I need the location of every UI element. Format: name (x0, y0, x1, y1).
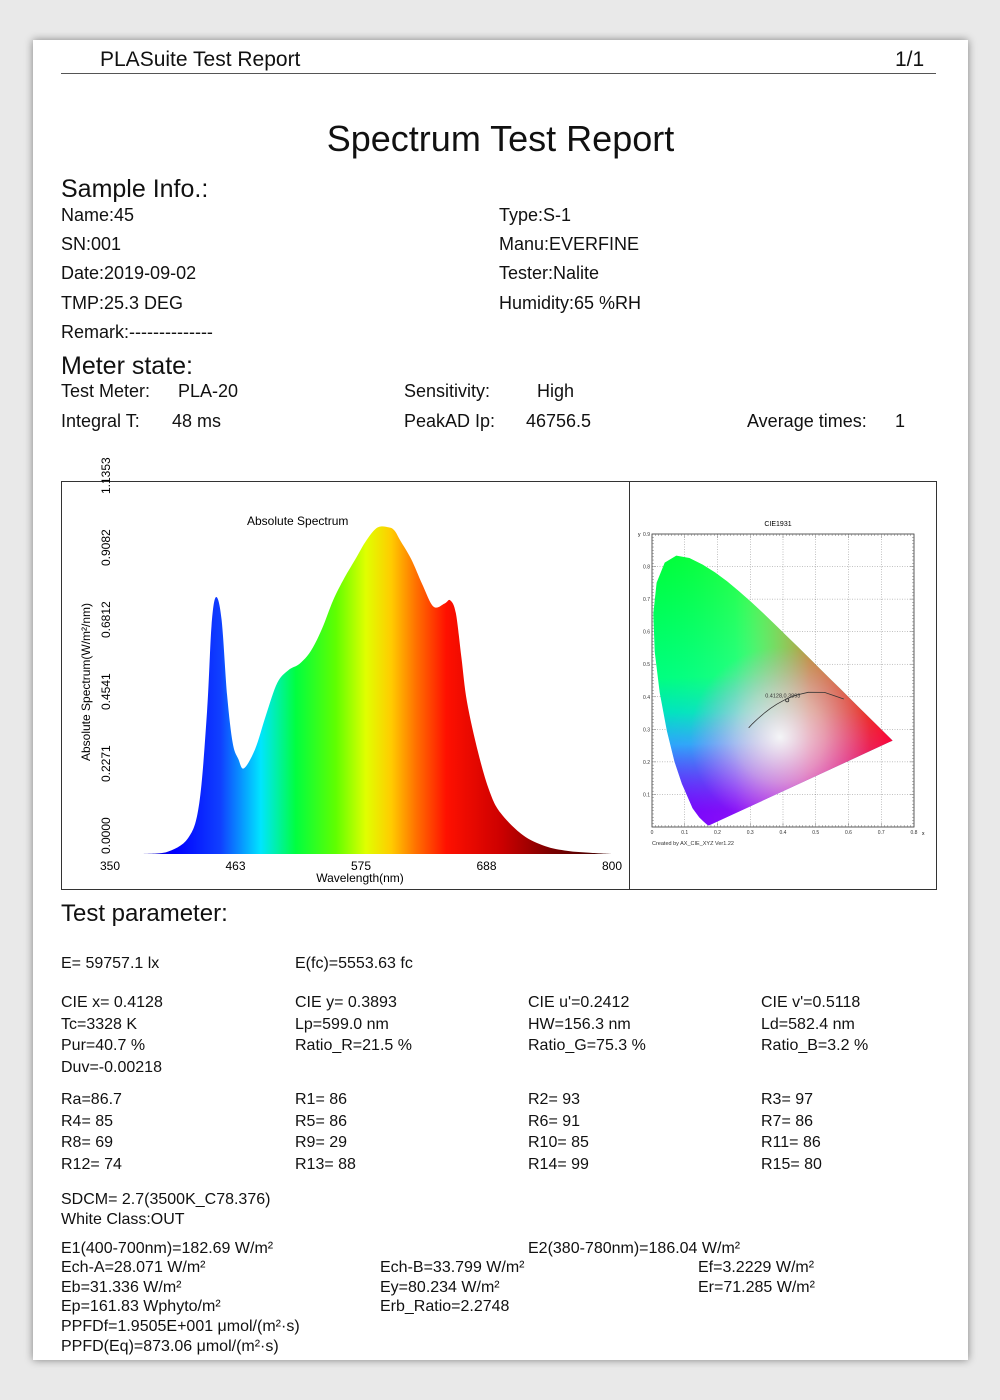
param-white-class: White Class:OUT (61, 1211, 185, 1228)
spectrum-y-tick-label: 0.4541 (99, 673, 113, 710)
report-page (33, 40, 968, 1360)
cie-y-tick-label: 0.7 (643, 597, 650, 604)
sample-humidity: Humidity:65 %RH (499, 293, 642, 313)
param-r3: R3= 97 (761, 1091, 814, 1108)
cie-x-tick-label: 0.6 (845, 830, 852, 836)
spectrum-x-tick-label: 350 (99, 859, 121, 873)
cie-x-tick-label: 0.7 (877, 830, 885, 836)
average-times-label: Average times: (747, 411, 867, 431)
cie-sample-point-label: 0.4128,0.3893 (765, 693, 801, 700)
param-e1: E1(400-700nm)=182.69 W/m² (61, 1240, 274, 1257)
sample-manu: Manu:EVERFINE (499, 234, 640, 254)
param-ratio-g: Ratio_G=75.3 % (528, 1037, 646, 1054)
sample-name: Name:45 (61, 205, 135, 225)
spectrum-y-tick-label: 1.1353 (99, 457, 113, 494)
param-duv: Duv=-0.00218 (61, 1059, 162, 1076)
sample-tester: Tester:Nalite (499, 263, 600, 283)
spectrum-y-tick-label: 0.9082 (99, 529, 113, 566)
cie-chart-title: CIE1931 (764, 521, 792, 528)
param-ld: Ld=582.4 nm (761, 1016, 855, 1033)
cie-x-tick-label: 0 (650, 830, 654, 836)
param-sdcm: SDCM= 2.7(3500K_C78.376) (61, 1191, 271, 1208)
cie-y-tick-label: 0.3 (643, 727, 650, 734)
sample-tmp: TMP:25.3 DEG (61, 293, 184, 313)
sensitivity-label: Sensitivity: (404, 381, 491, 401)
cie-x-tick-label: 0.3 (746, 830, 754, 836)
cie-y-axis-label: y (638, 532, 641, 538)
param-ey: Ey=80.234 W/m² (380, 1279, 500, 1296)
cie-x-axis-label: x (922, 831, 925, 837)
param-r9: R9= 29 (295, 1134, 348, 1151)
cie-x-tick-label: 0.2 (714, 830, 721, 836)
sample-remark: Remark:-------------- (61, 322, 213, 342)
header-divider (61, 73, 936, 74)
cie-y-tick-label: 0.1 (643, 792, 650, 799)
spectrum-y-axis-label: Absolute Spectrum(W/m²/nm) (79, 602, 93, 762)
spectrum-chart (62, 457, 629, 889)
param-ech-a: Ech-A=28.071 W/m² (61, 1259, 206, 1276)
cie-chart (630, 482, 936, 889)
spectrum-area (143, 526, 612, 854)
param-er: Er=71.285 W/m² (698, 1279, 815, 1296)
sensitivity-value: High (537, 381, 575, 401)
param-r7: R7= 86 (761, 1113, 814, 1130)
sample-sn: SN:001 (61, 234, 122, 254)
test-parameter-heading: Test parameter: (61, 900, 228, 927)
peak-ad-label: PeakAD Ip: (404, 411, 496, 431)
cie-y-tick-label: 0.8 (643, 564, 650, 571)
param-pur: Pur=40.7 % (61, 1037, 146, 1054)
param-eb: Eb=31.336 W/m² (61, 1279, 182, 1296)
spectrum-y-tick-label: 0.0000 (99, 817, 113, 854)
param-ppfd-eq: PPFD(Eq)=873.06 μmol/(m²·s) (61, 1338, 279, 1355)
cie-y-tick-label: 0.6 (643, 629, 650, 636)
integral-time-value: 48 ms (172, 411, 222, 431)
param-cie-x: CIE x= 0.4128 (61, 994, 163, 1011)
param-ra: Ra=86.7 (61, 1091, 122, 1108)
cie-y-tick-label: 0.2 (643, 759, 650, 766)
test-meter-label: Test Meter: (61, 381, 151, 401)
param-e2: E2(380-780nm)=186.04 W/m² (528, 1240, 741, 1257)
spectrum-x-tick-label: 800 (601, 859, 623, 873)
cie-x-tick-label: 0.4 (779, 830, 787, 836)
param-r4: R4= 85 (61, 1113, 114, 1130)
spectrum-x-tick-label: 688 (476, 859, 497, 873)
param-ef: Ef=3.2229 W/m² (698, 1259, 815, 1276)
param-erb-ratio: Erb_Ratio=2.2748 (380, 1298, 510, 1315)
param-ech-b: Ech-B=33.799 W/m² (380, 1259, 525, 1276)
param-ep: Ep=161.83 Wphyto/m² (61, 1298, 221, 1315)
cie-y-tick-label: 0.4 (643, 694, 650, 701)
spectrum-chart-panel (61, 457, 630, 890)
sample-type: Type:S-1 (499, 205, 572, 225)
param-r6: R6= 91 (528, 1113, 581, 1130)
param-efc: E(fc)=5553.63 fc (295, 955, 413, 972)
report-title: Spectrum Test Report (326, 118, 675, 159)
param-r15: R15= 80 (761, 1156, 822, 1173)
peak-ad-value: 46756.5 (526, 411, 592, 431)
spectrum-x-tick-label: 463 (225, 859, 246, 873)
sample-date: Date:2019-09-02 (61, 263, 197, 283)
sample-info-heading: Sample Info.: (61, 175, 209, 203)
spectrum-x-axis-label: Wavelength(nm) (316, 871, 404, 885)
cie-chart-panel (629, 481, 937, 890)
average-times-value: 1 (895, 411, 906, 431)
param-cie-u: CIE u'=0.2412 (528, 994, 630, 1011)
meter-state-heading: Meter state: (61, 352, 193, 380)
cie-x-tick-label: 0.1 (681, 830, 689, 836)
param-r11: R11= 86 (761, 1134, 821, 1151)
spectrum-y-tick-label: 0.6812 (99, 601, 113, 638)
spectrum-chart-title: Absolute Spectrum (247, 514, 349, 528)
header-page-number: 1/1 (895, 48, 925, 71)
param-r13: R13= 88 (295, 1156, 356, 1173)
param-e: E= 59757.1 lx (61, 955, 160, 972)
param-r1: R1= 86 (295, 1091, 348, 1108)
param-cie-v: CIE v'=0.5118 (761, 994, 861, 1011)
cie-y-tick-label: 0.5 (643, 662, 650, 669)
integral-time-label: Integral T: (61, 411, 140, 431)
param-ppfdf: PPFDf=1.9505E+001 μmol/(m²·s) (61, 1318, 300, 1335)
cie-y-tick-label: 0.9 (643, 532, 650, 538)
param-r10: R10= 85 (528, 1134, 589, 1151)
param-hw: HW=156.3 nm (528, 1016, 631, 1033)
cie-x-tick-label: 0.8 (910, 830, 918, 836)
param-r14: R14= 99 (528, 1156, 589, 1173)
param-tc: Tc=3328 K (61, 1016, 138, 1033)
spectrum-y-tick-label: 0.2271 (99, 745, 113, 782)
param-lp: Lp=599.0 nm (295, 1016, 389, 1033)
cie-x-tick-label: 0.5 (812, 830, 820, 836)
param-ratio-b: Ratio_B=3.2 % (761, 1037, 869, 1054)
param-r5: R5= 86 (295, 1113, 348, 1130)
param-r12: R12= 74 (61, 1156, 122, 1173)
param-r2: R2= 93 (528, 1091, 581, 1108)
test-meter-value: PLA-20 (178, 381, 239, 401)
spectrum-x-tick-label: 575 (350, 859, 372, 873)
cie-footer-note: Created by AX_CIE_XYZ Ver1.22 (652, 841, 734, 847)
param-ratio-r: Ratio_R=21.5 % (295, 1037, 412, 1054)
header-app-title: PLASuite Test Report (100, 48, 301, 71)
param-r8: R8= 69 (61, 1134, 114, 1151)
param-cie-y: CIE y= 0.3893 (295, 994, 397, 1011)
